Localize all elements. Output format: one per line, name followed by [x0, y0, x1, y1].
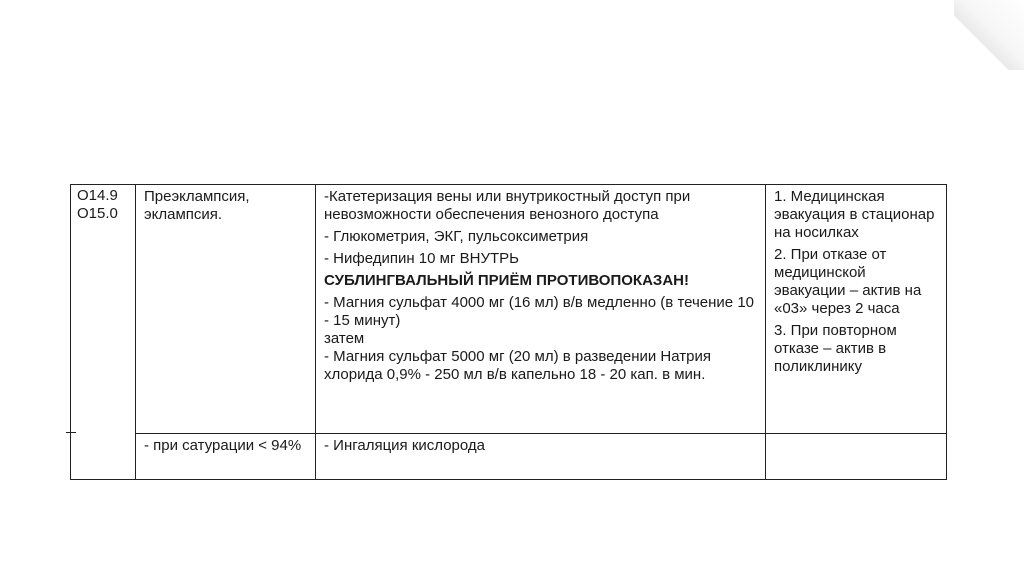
sub-action-cell: [316, 434, 766, 480]
sub-condition-text: - при сатурации < 94%: [144, 437, 302, 454]
protocol-table: [70, 184, 947, 480]
outcomes-cell: [766, 185, 947, 434]
action-item: затем: [324, 330, 365, 347]
diagnosis-code: O15.0: [77, 205, 118, 222]
sub-condition-cell: [136, 434, 316, 480]
table-row: [71, 434, 947, 480]
diagnosis-code: O14.9: [77, 187, 118, 204]
action-item: - Магния сульфат 4000 мг (16 мл) в/в медленно (в течение 10 - 15 минут): [324, 294, 754, 329]
table-row: [71, 185, 947, 434]
condition-cell: [136, 185, 316, 434]
action-item: - Магния сульфат 5000 мг (20 мл) в разведении Натрия хлорида 0,9% - 250 мл в/в капельно 18 - 20 кап. в мин.: [324, 348, 711, 383]
actions-cell: [316, 185, 766, 434]
warning-text: СУБЛИНГВАЛЬНЫЙ ПРИЁМ ПРОТИВОПОКАЗАН!: [324, 272, 689, 289]
empty-cell: [766, 434, 947, 480]
table-edge-mark: [66, 432, 76, 433]
action-item: - Нифедипин 10 мг ВНУТРЬ: [324, 250, 519, 267]
outcome-item: 2. При отказе от медицинской эвакуации – актив на «03» через 2 часа: [774, 246, 922, 317]
page-curl-decoration: [954, 0, 1024, 70]
action-item: - Глюкометрия, ЭКГ, пульсоксиметрия: [324, 228, 589, 245]
condition-text: Преэклампсия, эклампсия.: [144, 188, 250, 223]
action-item: -Катетеризация вены или внутрикостный доступ при невозможности обеспечения венозного доступа: [324, 188, 691, 223]
outcome-item: 1. Медицинская эвакуация в стационар на носилках: [774, 188, 935, 241]
sub-action-text: - Ингаляция кислорода: [324, 437, 486, 454]
outcome-item: 3. При повторном отказе – актив в поликлинику: [774, 322, 897, 375]
diagnosis-codes-cell: [71, 185, 136, 480]
